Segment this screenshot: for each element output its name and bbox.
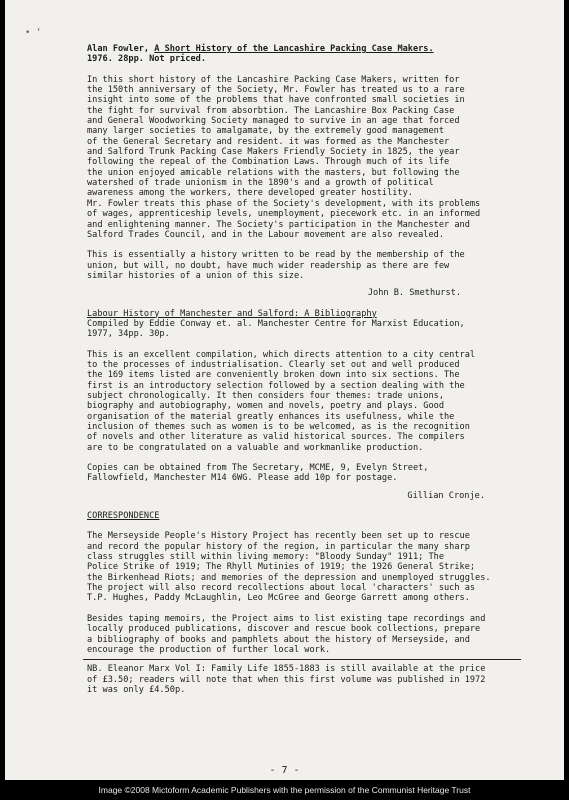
review1-paragraph-1: In this short history of the Lancashire Packing Case Makers, written for the 150th anniversary of the Society, Mr. Fowler has treated us to a rare insight into some of the problems that have confronted small societies in the fight for survival from absorbtion. The Lancashire Box Packing Case and General Woodworking Society managed to survive in an age that forced many larger societies to amalgamate, by the extremely good management of the General Secretary and resident. it was formed as the Manchester and Salford Trunk Packing Case Makers Friendly Society in 1825, the year following the repeal of the Combination Laws. Through much of its life the union enjoyed amicable relations with the masters, but following the watershed of trade unionism in the 1890's and a growth of political awareness among the workers, there developed greater hostility. Mr. Fowler treats this phase of the Society's development, with its problems of wages, apprenticeship levels, unemployment, piecework etc. in an informed and enlightening manner. The Society's participation in the Manchester and Salford Trades Council, and in the Labour movement are also revealed. <box>87 74 481 240</box>
review2-paragraph-2: Copies can be obtained from The Secretary, MCME, 9, Evelyn Street, Fallowfield, Manchester M14 6WG. Please add 10p for postage. <box>87 463 429 484</box>
review2-paragraph-1: This is an excellent compilation, which directs attention to a city central to the processes of industrialisation. Clearly set out and well produced the 169 items listed are conveniently broken down into six sections. The first is an introductory selection followed by a section dealing with the subject chronologically. It then considers four themes: trade unions, biography and autobiography, women and novels, poetry and plays. Good organisation of the material greatly enhances its usefulness, while the inclusion of themes such as women is to be welcomed, as is the recognition of novels and other literature as valid historical sources. The compilers are to be congratulated on a valuable and workmanlike production. <box>87 349 476 453</box>
divider-rule <box>83 659 521 660</box>
review1-signature: John B. Smethurst. <box>367 288 461 299</box>
correspondence-heading: CORRESPONDENCE <box>87 511 160 522</box>
review2-title: Labour History of Manchester and Salford: A Bibliography <box>87 308 377 319</box>
page-content <box>87 44 517 695</box>
page-number: - 7 - <box>269 765 300 776</box>
review1-meta: 1976. 28pp. Not priced. <box>87 54 206 65</box>
review2-signature: Gillian Cronje. <box>407 490 485 501</box>
document-page <box>5 0 564 780</box>
correspondence-paragraph-1: The Merseyside People's History Project has recently been set up to rescue and record the popular history of the region, in particular the many sharp class struggles still within living memory: "Bloody Sunday" 1911; The Police Strike of 1919; The Rhyll Mutinies of 1919; the 1926 General Strike; the Birkenhead Riots; and memories of the depression and unemployed struggles. The project will also record recollections about local 'characters' such as T.P. Hughes, Paddy McLaughlin, Leo McGree and George Garrett among others. <box>87 531 491 604</box>
review1-heading <box>87 44 517 54</box>
review2-meta: Compiled by Eddie Conway et. al. Manchester Centre for Marxist Education, 1977, 34pp. 30p. <box>87 318 465 340</box>
margin-mark: • ‘ <box>25 28 42 38</box>
review1-author: Alan Fowler, <box>87 44 155 54</box>
correspondence-paragraph-2: Besides taping memoirs, the Project aims to list existing tape recordings and locally produced publications, discover and rescue book collections, prepare a bibliography of books and pamphlets about the history of Merseyside, and encourage the production of further local work. <box>87 613 486 655</box>
footnote: NB. Eleanor Marx Vol I: Family Life 1855-1883 is still available at the price of £3.50; readers will note that when this first volume was published in 1972 it was only £4.50p. <box>87 664 486 695</box>
copyright-footer: Image ©2008 Mictoform Academic Publishers with the permission of the Communist Heritage Trust <box>98 785 471 795</box>
review1-paragraph-2: This is essentially a history written to be read by the membership of the union, but will, no doubt, have much wider readership as there are few similar histories of a union of this size. <box>87 250 465 281</box>
review1-title: A Short History of the Lancashire Packing Case Makers. <box>154 44 434 54</box>
